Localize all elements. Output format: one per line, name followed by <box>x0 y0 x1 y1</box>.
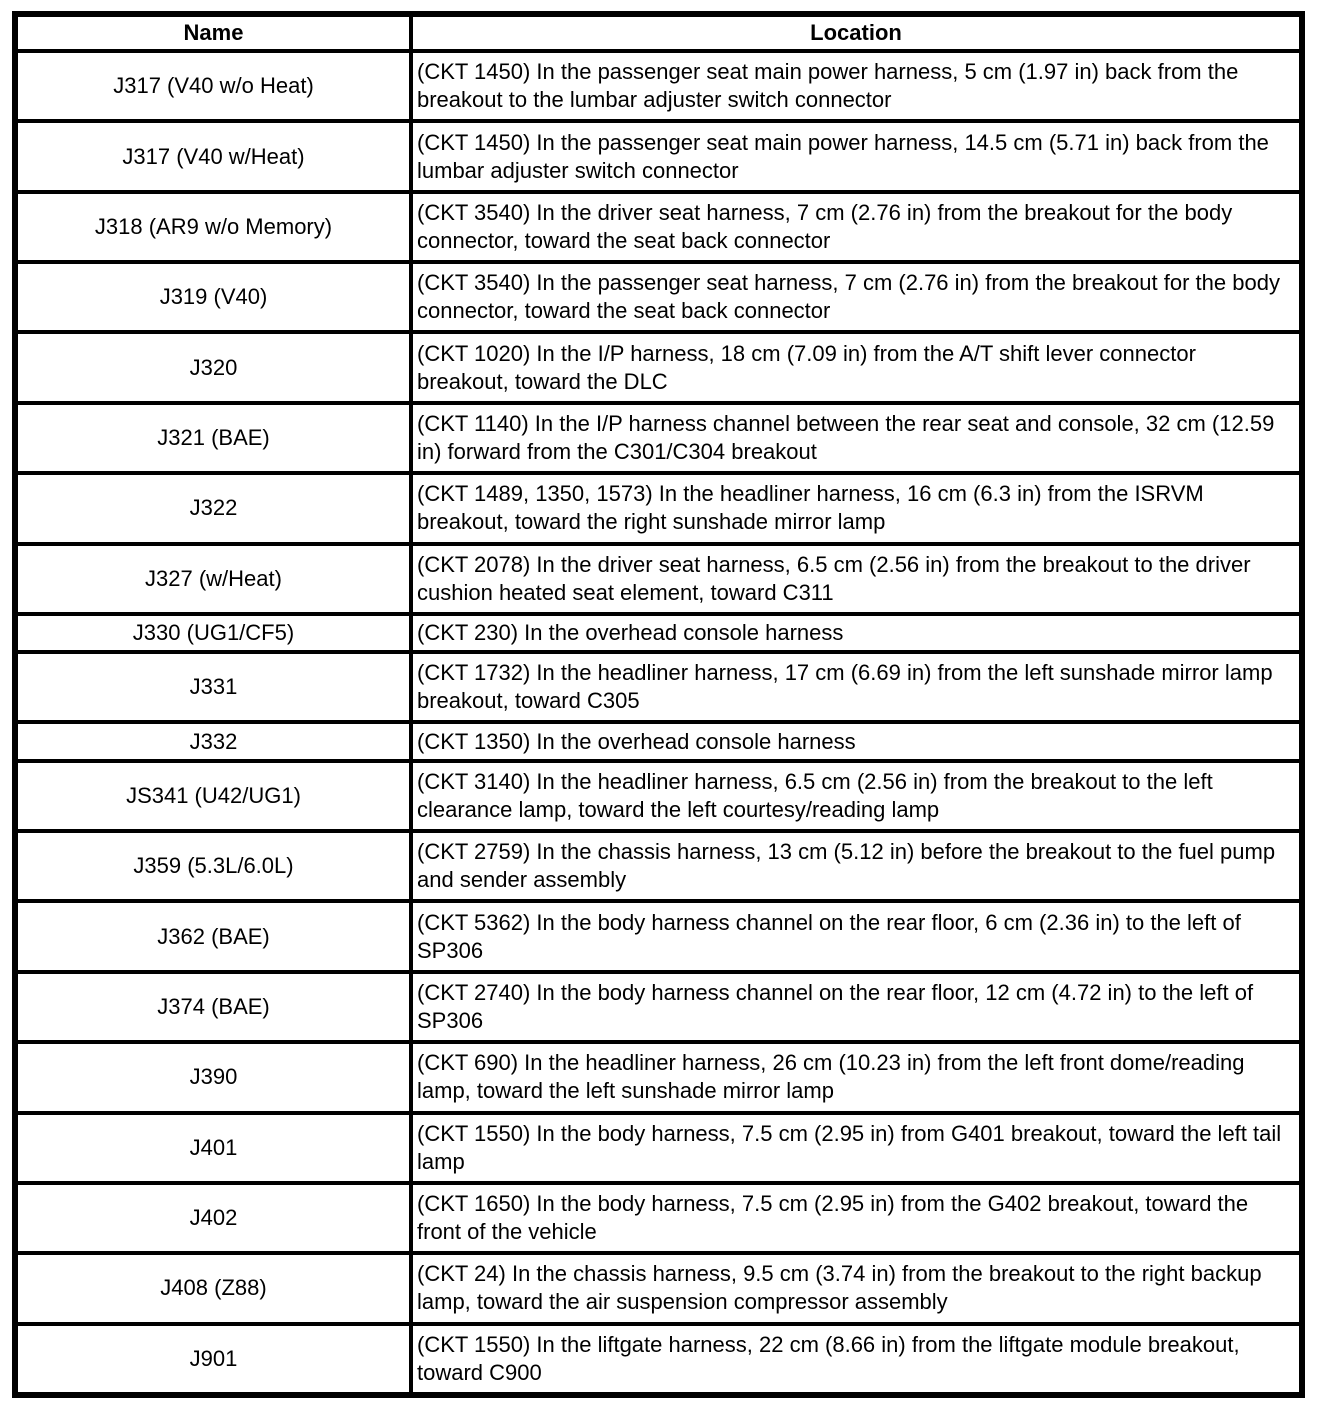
row-location-cell: (CKT 690) In the headliner harness, 26 cm (10.23 in) from the left front dome/reading lamp, toward the left sunshade mirror lamp <box>413 1044 1299 1110</box>
row-location-cell: (CKT 3540) In the passenger seat harness, 7 cm (2.76 in) from the breakout for the body connector, toward the seat back connector <box>413 264 1299 330</box>
table-row <box>18 194 1299 260</box>
column-header-location: Location <box>413 17 1299 49</box>
table-row <box>18 616 1299 650</box>
row-location-cell: (CKT 2740) In the body harness channel on the rear floor, 12 cm (4.72 in) to the left of SP306 <box>413 974 1299 1040</box>
row-location-cell: (CKT 1732) In the headliner harness, 17 cm (6.69 in) from the left sunshade mirror lamp breakout, toward C305 <box>413 654 1299 720</box>
row-name-cell: J331 <box>18 654 409 720</box>
row-name-cell: J390 <box>18 1044 409 1110</box>
table-row <box>18 53 1299 119</box>
table-row <box>18 763 1299 829</box>
row-name-cell: J401 <box>18 1115 409 1181</box>
row-name-cell: J327 (w/Heat) <box>18 546 409 612</box>
row-location-cell: (CKT 1550) In the liftgate harness, 22 cm (8.66 in) from the liftgate module breakout, toward C900 <box>413 1326 1299 1392</box>
row-location-cell: (CKT 1450) In the passenger seat main power harness, 5 cm (1.97 in) back from the breakout to the lumbar adjuster switch connector <box>413 53 1299 119</box>
table-row <box>18 903 1299 969</box>
row-name-cell: J408 (Z88) <box>18 1255 409 1321</box>
row-name-cell: J402 <box>18 1185 409 1251</box>
row-location-cell: (CKT 2759) In the chassis harness, 13 cm (5.12 in) before the breakout to the fuel pump and sender assembly <box>413 833 1299 899</box>
table-row <box>18 1255 1299 1321</box>
row-name-cell: JS341 (U42/UG1) <box>18 763 409 829</box>
row-location-cell: (CKT 1450) In the passenger seat main power harness, 14.5 cm (5.71 in) back from the lumbar adjuster switch connector <box>413 123 1299 189</box>
table-row <box>18 724 1299 758</box>
row-location-cell: (CKT 24) In the chassis harness, 9.5 cm (3.74 in) from the breakout to the right backup lamp, toward the air suspension compressor assembly <box>413 1255 1299 1321</box>
row-name-cell: J359 (5.3L/6.0L) <box>18 833 409 899</box>
row-name-cell: J319 (V40) <box>18 264 409 330</box>
row-location-cell: (CKT 5362) In the body harness channel on the rear floor, 6 cm (2.36 in) to the left of SP306 <box>413 903 1299 969</box>
row-name-cell: J321 (BAE) <box>18 405 409 471</box>
row-location-cell: (CKT 230) In the overhead console harness <box>413 616 1299 650</box>
table-header-row <box>18 17 1299 49</box>
row-location-cell: (CKT 1489, 1350, 1573) In the headliner harness, 16 cm (6.3 in) from the ISRVM breakout, toward the right sunshade mirror lamp <box>413 475 1299 541</box>
table-row <box>18 546 1299 612</box>
table-row <box>18 1185 1299 1251</box>
table-row <box>18 974 1299 1040</box>
splice-location-table-frame <box>12 11 1305 1398</box>
row-name-cell: J362 (BAE) <box>18 903 409 969</box>
row-name-cell: J374 (BAE) <box>18 974 409 1040</box>
splice-location-table <box>14 13 1303 1396</box>
row-name-cell: J318 (AR9 w/o Memory) <box>18 194 409 260</box>
row-location-cell: (CKT 1350) In the overhead console harness <box>413 724 1299 758</box>
table-row <box>18 264 1299 330</box>
row-location-cell: (CKT 1140) In the I/P harness channel between the rear seat and console, 32 cm (12.59 in) forward from the C301/C304 breakout <box>413 405 1299 471</box>
row-location-cell: (CKT 1650) In the body harness, 7.5 cm (2.95 in) from the G402 breakout, toward the front of the vehicle <box>413 1185 1299 1251</box>
table-row <box>18 833 1299 899</box>
row-name-cell: J317 (V40 w/o Heat) <box>18 53 409 119</box>
row-name-cell: J330 (UG1/CF5) <box>18 616 409 650</box>
row-name-cell: J320 <box>18 334 409 400</box>
table-row <box>18 1115 1299 1181</box>
table-body <box>18 53 1299 1392</box>
row-location-cell: (CKT 2078) In the driver seat harness, 6.5 cm (2.56 in) from the breakout to the driver cushion heated seat element, toward C311 <box>413 546 1299 612</box>
column-header-name: Name <box>18 17 409 49</box>
row-name-cell: J901 <box>18 1326 409 1392</box>
table-row <box>18 1326 1299 1392</box>
row-name-cell: J322 <box>18 475 409 541</box>
table-row <box>18 1044 1299 1110</box>
row-location-cell: (CKT 1020) In the I/P harness, 18 cm (7.09 in) from the A/T shift lever connector breakout, toward the DLC <box>413 334 1299 400</box>
row-location-cell: (CKT 1550) In the body harness, 7.5 cm (2.95 in) from G401 breakout, toward the left tail lamp <box>413 1115 1299 1181</box>
row-name-cell: J317 (V40 w/Heat) <box>18 123 409 189</box>
table-row <box>18 475 1299 541</box>
row-name-cell: J332 <box>18 724 409 758</box>
table-row <box>18 334 1299 400</box>
row-location-cell: (CKT 3140) In the headliner harness, 6.5 cm (2.56 in) from the breakout to the left clearance lamp, toward the left courtesy/reading lamp <box>413 763 1299 829</box>
row-location-cell: (CKT 3540) In the driver seat harness, 7 cm (2.76 in) from the breakout for the body connector, toward the seat back connector <box>413 194 1299 260</box>
table-row <box>18 123 1299 189</box>
table-row <box>18 654 1299 720</box>
table-row <box>18 405 1299 471</box>
